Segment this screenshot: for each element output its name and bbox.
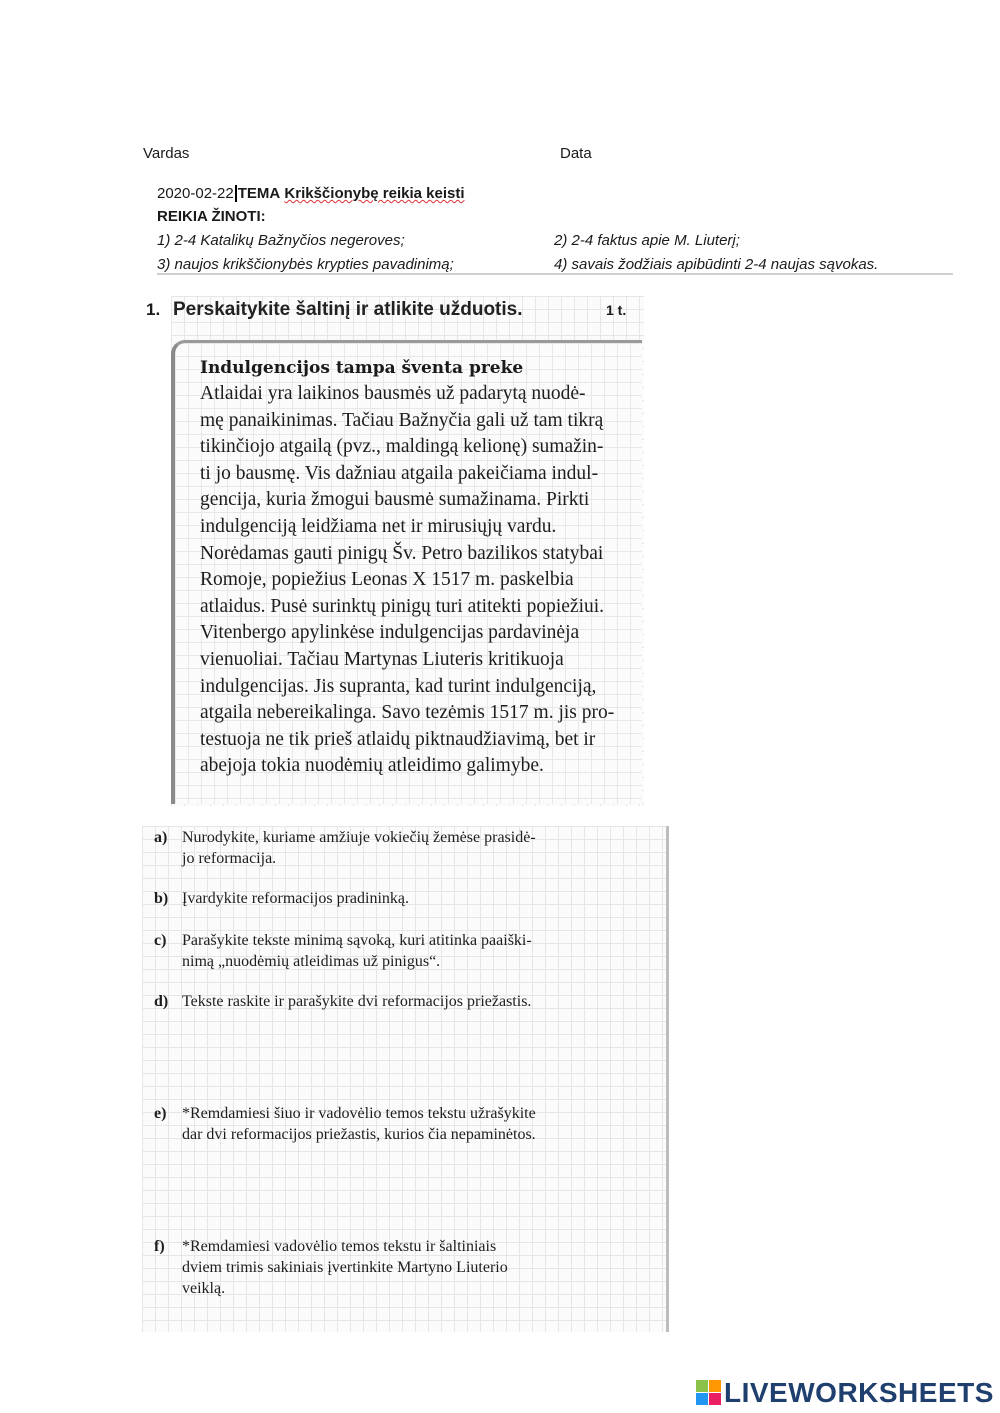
- question-letter: a): [154, 829, 168, 846]
- source-line: atlaidus. Pusė surinktų pinigų turi atitekti popiežiui.: [200, 595, 605, 617]
- topic-label: TEMA: [237, 185, 281, 202]
- source-line: abejoja tokia nuodėmių atleidimo galimybe.: [200, 755, 544, 777]
- liveworksheets-logo[interactable]: [696, 1378, 994, 1408]
- must-know-item-3: 3) naujos krikščionybės krypties pavadinimą;: [157, 256, 454, 273]
- source-line: mę panaikinimas. Tačiau Bažnyčia gali už tam tikrą: [200, 409, 604, 431]
- source-text: [200, 381, 614, 780]
- must-know-heading: REIKIA ŽINOTI:: [157, 208, 266, 225]
- question-d: d) Tekste raskite ir parašykite dvi reformacijos priežastis.: [154, 993, 532, 1010]
- question-letter: b): [154, 890, 169, 907]
- source-line: tikinčiojo atgailą (pvz., maldingą kelionę) sumažin-: [200, 436, 604, 458]
- must-know-item-1: 1) 2-4 Katalikų Bažnyčios negeroves;: [157, 232, 405, 249]
- date-label: Data: [560, 145, 592, 162]
- source-line: ti jo bausmę. Vis dažniau atgaila pakeičiama indul-: [200, 462, 599, 484]
- topic-title: Krikščionybę reikia keisti: [284, 185, 465, 202]
- question-letter: f): [154, 1238, 165, 1255]
- question-b: b) Įvardykite reformacijos pradininką.: [154, 890, 410, 907]
- meta-divider: [157, 273, 953, 275]
- must-know-item-4: 4) savais žodžiais apibūdinti 2-4 naujas sąvokas.: [554, 256, 879, 273]
- question-f: f) *Remdamiesi vadovėlio temos tekstu ir šaltiniais dviem trimis sakiniais įvertinkite Martyno Liuterio veiklą.: [154, 1238, 508, 1297]
- task-points: 1 t.: [606, 302, 627, 318]
- source-line: gencija, kuria žmogui bausmė sumažinama. Pirkti: [200, 489, 590, 511]
- question-letter: e): [154, 1105, 167, 1122]
- source-line: testuoja ne tik prieš atlaidų piktnaudžiavimą, bet ir: [200, 728, 596, 750]
- source-line: vienuoliai. Tačiau Martynas Liuteris kritikuoja: [200, 648, 564, 670]
- question-letter: d): [154, 993, 169, 1010]
- logo-text: LIVEWORKSHEETS: [724, 1377, 994, 1408]
- task-number: 1.: [146, 300, 161, 319]
- name-label: Vardas: [143, 145, 190, 162]
- must-know-item-2: 2) 2-4 faktus apie M. Liuterį;: [554, 232, 740, 249]
- source-line: Norėdamas gauti pinigų Šv. Petro bazilikos statybai: [200, 542, 604, 564]
- liveworksheets-logo-icon: [696, 1380, 722, 1406]
- source-line: indulgenciją leidžiama net ir mirusiųjų vardu.: [200, 515, 557, 537]
- task-title: Perskaitykite šaltinį ir atlikite užduotis.: [173, 299, 523, 320]
- source-line: Vitenbergo apylinkėse indulgencijas pardavinėja: [200, 622, 580, 644]
- source-line: indulgencijas. Jis supranta, kad turint indulgenciją,: [200, 675, 597, 697]
- question-c: c) Parašykite tekste minimą sąvoką, kuri atitinka paaiški- nimą „nuodėmių atleidimas už pinigus“.: [154, 932, 532, 970]
- question-e: e) *Remdamiesi šiuo ir vadovėlio temos tekstu užrašykite dar dvi reformacijos priežastis, kurios čia nepaminėtos.: [154, 1105, 536, 1143]
- source-heading: Indulgencijos tampa šventa preke: [200, 358, 524, 378]
- source-line: atgaila nebereikalinga. Savo tezėmis 1517 m. jis pro-: [200, 702, 615, 724]
- source-line: Atlaidai yra laikinos bausmės už padarytą nuodė-: [200, 383, 586, 404]
- question-a: a) Nurodykite, kuriame amžiuje vokiečių žemėse prasidė- jo reformacija.: [154, 829, 536, 867]
- topic-line: [157, 185, 465, 202]
- source-line: Romoje, popiežius Leonas X 1517 m. paskelbia: [200, 569, 574, 591]
- topic-date: 2020-02-22: [157, 185, 234, 202]
- question-letter: c): [154, 932, 167, 949]
